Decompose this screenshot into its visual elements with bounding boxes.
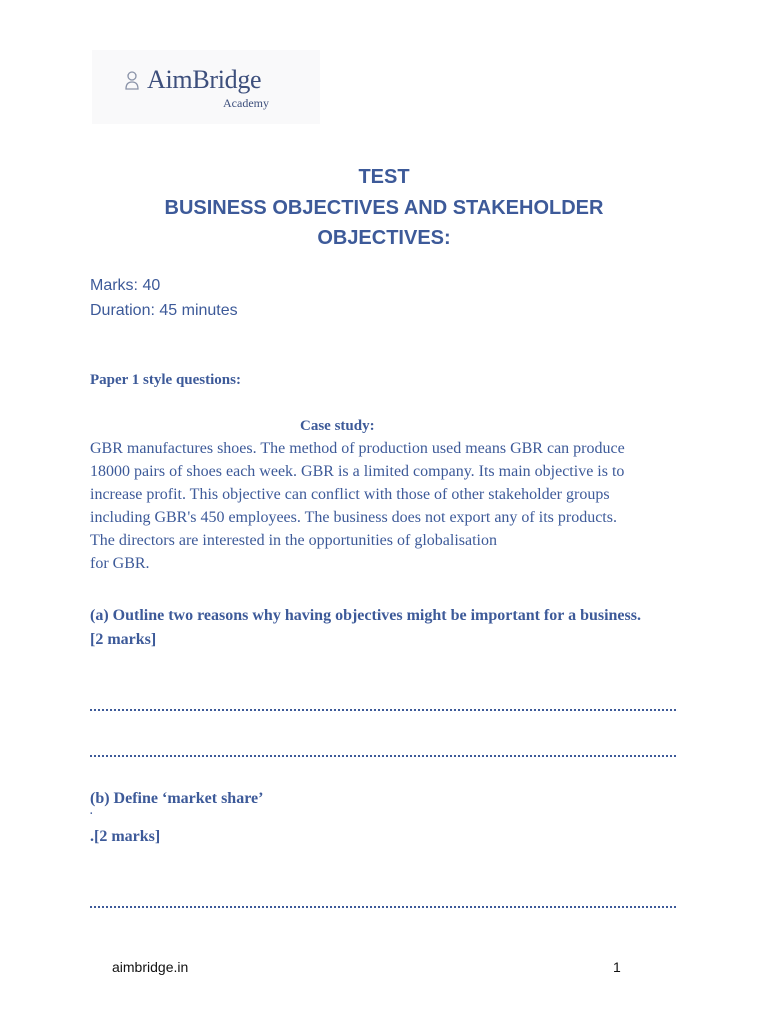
question-b-text: (b) Define ‘market share’ bbox=[90, 790, 264, 807]
case-study-heading: Case study: bbox=[300, 418, 375, 434]
question-a-text: (a) Outline two reasons why having objectives might be important for a business. bbox=[90, 607, 641, 624]
question-b-dot: . bbox=[90, 806, 93, 817]
page-number: 1 bbox=[613, 959, 621, 975]
duration-info: Duration: 45 minutes bbox=[90, 302, 238, 319]
case-study-line: The directors are interested in the opportunities of globalisation bbox=[90, 532, 497, 549]
question-a bbox=[90, 604, 710, 652]
case-study-line: GBR manufactures shoes. The method of production used means GBR can produce bbox=[90, 440, 625, 457]
person-icon bbox=[125, 71, 139, 91]
case-study-text bbox=[90, 437, 690, 575]
logo-subtitle: Academy bbox=[223, 96, 269, 110]
footer-site: aimbridge.in bbox=[112, 959, 189, 975]
page-title-line-2: BUSINESS OBJECTIVES AND STAKEHOLDER bbox=[164, 197, 604, 219]
logo-name: AimBridge bbox=[147, 65, 262, 94]
case-study-line: 18000 pairs of shoes each week. GBR is a limited company. Its main objective is to bbox=[90, 463, 625, 480]
marks-info: Marks: 40 bbox=[90, 277, 161, 294]
answer-line-a-1[interactable] bbox=[90, 709, 676, 711]
page-title-line-3: OBJECTIVES: bbox=[317, 227, 451, 249]
answer-line-a-2[interactable] bbox=[90, 755, 676, 757]
case-study-line: for GBR. bbox=[90, 555, 150, 572]
page-title-line-1: TEST bbox=[358, 166, 410, 188]
question-b-marks: .[2 marks] bbox=[90, 828, 161, 845]
case-study-line: increase profit. This objective can conflict with those of other stakeholder groups bbox=[90, 486, 610, 503]
question-a-marks: [2 marks] bbox=[90, 631, 157, 648]
section-heading: Paper 1 style questions: bbox=[90, 372, 241, 388]
case-study-line: including GBR's 450 employees. The business does not export any of its products. bbox=[90, 509, 617, 526]
answer-line-b-1[interactable] bbox=[90, 906, 676, 908]
